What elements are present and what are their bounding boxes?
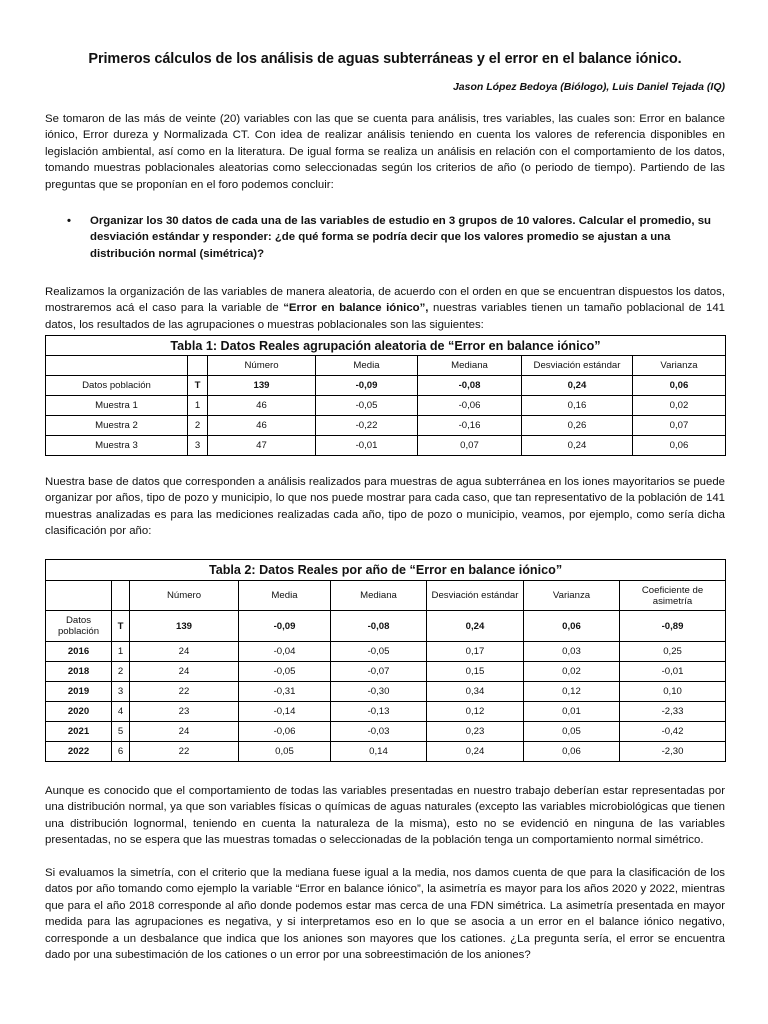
row-label: Muestra 2 xyxy=(46,416,188,436)
row-index: 3 xyxy=(112,682,130,702)
cell-var: 0,06 xyxy=(633,436,726,456)
table-row xyxy=(46,416,726,436)
table-2-header-row xyxy=(46,581,726,611)
cell-desv: 0,23 xyxy=(427,722,524,742)
table-1-title-row xyxy=(46,336,726,356)
cell-media: -0,06 xyxy=(239,722,331,742)
table-2-header: Desviación estándar xyxy=(427,581,524,611)
table-2 xyxy=(45,559,726,762)
cell-numero: 22 xyxy=(130,682,239,702)
cell-desv: 0,26 xyxy=(522,416,633,436)
table-2-header: Coeficiente de asimetría xyxy=(620,581,726,611)
cell-mediana: -0,30 xyxy=(331,682,427,702)
cell-var: 0,06 xyxy=(524,742,620,762)
cell-coef: -0,01 xyxy=(620,662,726,682)
cell-var: 0,02 xyxy=(524,662,620,682)
cell-media: -0,31 xyxy=(239,682,331,702)
row-index: 1 xyxy=(112,642,130,662)
row-index: 2 xyxy=(112,662,130,682)
cell-desv: 0,24 xyxy=(427,742,524,762)
cell-mediana: -0,07 xyxy=(331,662,427,682)
bullet-item xyxy=(67,213,723,262)
table-row xyxy=(46,642,726,662)
row-index: T xyxy=(188,376,208,396)
document-title: Primeros cálculos de los análisis de aguas subterráneas y el error en el balance iónico. xyxy=(88,51,682,67)
cell-media: -0,05 xyxy=(239,662,331,682)
cell-mediana: -0,03 xyxy=(331,722,427,742)
row-index: 4 xyxy=(112,702,130,722)
cell-numero: 24 xyxy=(130,662,239,682)
cell-var: 0,01 xyxy=(524,702,620,722)
table-2-header: Número xyxy=(130,581,239,611)
paragraph-2-after: nuestras variables tienen un tamaño poblacional de 141 datos, los resultados de las agrupaciones o muestras poblacionales son las siguientes: xyxy=(45,302,725,331)
cell-numero: 23 xyxy=(130,702,239,722)
cell-desv: 0,24 xyxy=(522,376,633,396)
row-label: Datos población xyxy=(46,611,112,642)
table-1-title: Tabla 1: Datos Reales agrupación aleatoria de “Error en balance iónico” xyxy=(46,336,726,356)
cell-mediana: -0,16 xyxy=(418,416,522,436)
authors-line: Jason López Bedoya (Biólogo), Luis Daniel Tejada (IQ) xyxy=(452,81,725,93)
table-1-header: Desviación estándar xyxy=(522,356,633,376)
cell-media: -0,01 xyxy=(316,436,418,456)
cell-desv: 0,12 xyxy=(427,702,524,722)
table-row xyxy=(46,611,726,642)
cell-mediana: -0,08 xyxy=(418,376,522,396)
intro-paragraph: Se tomaron de las más de veinte (20) variables con las que se cuenta para análisis, tres variables, las cuales son: Error en balance iónico, Error dureza y Normalizada CT. Con idea de realizar análisis teniendo en cuenta los valores de referencia disponibles en legislación ambiental, así como en la literatura. De igual forma se realiza un análisis en relación con el comportamiento de los datos, tomando muestras poblacionales aleatorias como seleccionadas según los criterios de año (o periodo de tiempo). Partiendo de las preguntas que se proponían en el foro podemos concluir: xyxy=(45,113,725,191)
paragraph-4: Aunque es conocido que el comportamiento de todas las variables presentadas en nuestro trabajo deberían estar representadas por una distribución normal, ya que son variables físicas o químicas de aguas naturales (excepto las variables microbiológicas que tienen una distribución lognormal, teniendo en cuenta la naturaleza de la misma), esto no se evidenció en ninguna de las variables presentadas, no se espera que las muestras tomadas o seleccionadas de la población tenga un comportamiento normal simétrico. xyxy=(45,785,725,847)
cell-var: 0,06 xyxy=(633,376,726,396)
paragraph-2-bold: “Error en balance iónico”, xyxy=(283,302,429,315)
cell-numero: 46 xyxy=(208,396,316,416)
cell-media: -0,09 xyxy=(316,376,418,396)
cell-mediana: -0,05 xyxy=(331,642,427,662)
table-row xyxy=(46,436,726,456)
paragraph-2-before: Realizamos la organización de las variables de manera aleatoria, de acuerdo con el orden en que se encuentran dispuestos los datos, mostraremos acá el caso para la variable de xyxy=(45,286,725,315)
cell-media: -0,22 xyxy=(316,416,418,436)
row-index: T xyxy=(112,611,130,642)
cell-var: 0,02 xyxy=(633,396,726,416)
table-1-header-row xyxy=(46,356,726,376)
table-2-title: Tabla 2: Datos Reales por año de “Error en balance iónico” xyxy=(46,560,726,581)
table-1-header: Varianza xyxy=(633,356,726,376)
paragraph-3: Nuestra base de datos que corresponden a análisis realizados para muestras de agua subterránea en los iones mayoritarios se puede organizar por años, tipo de pozo y municipio, lo que nos puede mostrar para cada caso, que tan representativo de la población de 141 muestras analizadas es para las mediciones realizadas cada año, tipo de pozo o municipio, veamos, por ejemplo, como sería dicha clasificación por año: xyxy=(45,476,725,538)
row-index: 2 xyxy=(188,416,208,436)
cell-numero: 24 xyxy=(130,722,239,742)
cell-numero: 139 xyxy=(130,611,239,642)
table-row xyxy=(46,396,726,416)
row-label: Muestra 1 xyxy=(46,396,188,416)
cell-coef: -0,42 xyxy=(620,722,726,742)
cell-coef: -2,30 xyxy=(620,742,726,762)
row-index: 1 xyxy=(188,396,208,416)
cell-var: 0,06 xyxy=(524,611,620,642)
table-2-header-blank xyxy=(46,581,112,611)
cell-mediana: -0,13 xyxy=(331,702,427,722)
cell-mediana: 0,14 xyxy=(331,742,427,762)
row-label: 2016 xyxy=(46,642,112,662)
cell-coef: 0,25 xyxy=(620,642,726,662)
row-index: 3 xyxy=(188,436,208,456)
cell-numero: 24 xyxy=(130,642,239,662)
table-1-header: Número xyxy=(208,356,316,376)
bullet-dot-icon: • xyxy=(67,215,71,227)
cell-media: -0,04 xyxy=(239,642,331,662)
table-row xyxy=(46,682,726,702)
cell-desv: 0,17 xyxy=(427,642,524,662)
table-1-header-blank xyxy=(188,356,208,376)
cell-var: 0,03 xyxy=(524,642,620,662)
table-2-header-blank xyxy=(112,581,130,611)
table-2-header: Mediana xyxy=(331,581,427,611)
cell-desv: 0,34 xyxy=(427,682,524,702)
cell-var: 0,07 xyxy=(633,416,726,436)
table-row xyxy=(46,742,726,762)
cell-var: 0,12 xyxy=(524,682,620,702)
row-index: 6 xyxy=(112,742,130,762)
table-1 xyxy=(45,335,726,456)
table-2-title-row xyxy=(46,560,726,581)
cell-media: -0,05 xyxy=(316,396,418,416)
table-row xyxy=(46,376,726,396)
row-label: 2019 xyxy=(46,682,112,702)
cell-media: -0,14 xyxy=(239,702,331,722)
row-index: 5 xyxy=(112,722,130,742)
cell-mediana: 0,07 xyxy=(418,436,522,456)
cell-media: -0,09 xyxy=(239,611,331,642)
cell-numero: 46 xyxy=(208,416,316,436)
table-row xyxy=(46,722,726,742)
cell-coef: -0,89 xyxy=(620,611,726,642)
row-label: Muestra 3 xyxy=(46,436,188,456)
cell-desv: 0,24 xyxy=(522,436,633,456)
row-label: 2021 xyxy=(46,722,112,742)
table-row xyxy=(46,702,726,722)
paragraph-2 xyxy=(45,284,725,333)
table-2-header: Varianza xyxy=(524,581,620,611)
cell-media: 0,05 xyxy=(239,742,331,762)
cell-numero: 47 xyxy=(208,436,316,456)
table-1-header: Mediana xyxy=(418,356,522,376)
row-label: Datos población xyxy=(46,376,188,396)
row-label: 2020 xyxy=(46,702,112,722)
cell-desv: 0,15 xyxy=(427,662,524,682)
cell-desv: 0,24 xyxy=(427,611,524,642)
table-1-header: Media xyxy=(316,356,418,376)
row-label: 2022 xyxy=(46,742,112,762)
table-1-header-blank xyxy=(46,356,188,376)
cell-mediana: -0,06 xyxy=(418,396,522,416)
cell-var: 0,05 xyxy=(524,722,620,742)
cell-numero: 22 xyxy=(130,742,239,762)
cell-coef: 0,10 xyxy=(620,682,726,702)
table-row xyxy=(46,662,726,682)
cell-mediana: -0,08 xyxy=(331,611,427,642)
table-2-header: Media xyxy=(239,581,331,611)
bullet-text: Organizar los 30 datos de cada una de las variables de estudio en 3 grupos de 10 valores. Calcular el promedio, su desviación estándar y responder: ¿de qué forma se podría decir que los valores promedio se ajustan a una distribución normal (simétrica)? xyxy=(90,215,712,260)
paragraph-5: Si evaluamos la simetría, con el criterio que la mediana fuese igual a la media, nos damos cuenta de que para la clasificación de los datos por año tomando como ejemplo la variable “Error en balance iónico”, la asimetría es mayor para los años 2020 y 2022, mientras que para el año 2018 corresponde al año donde podemos estar mas cerca de una FDN simétrica. La asimetría presentada en mayor medida para las agrupaciones es negativa, y si interpretamos eso en lo que se asocia a un error en el balance iónico negativo, corresponde a un desbalance que indica que los aniones son mayores que los cationes. ¿La pregunta sería, el error se encuentra dado por una subestimación de los cationes o un error por una sobreestimación de los aniones? xyxy=(45,867,725,962)
cell-numero: 139 xyxy=(208,376,316,396)
cell-coef: -2,33 xyxy=(620,702,726,722)
cell-desv: 0,16 xyxy=(522,396,633,416)
row-label: 2018 xyxy=(46,662,112,682)
